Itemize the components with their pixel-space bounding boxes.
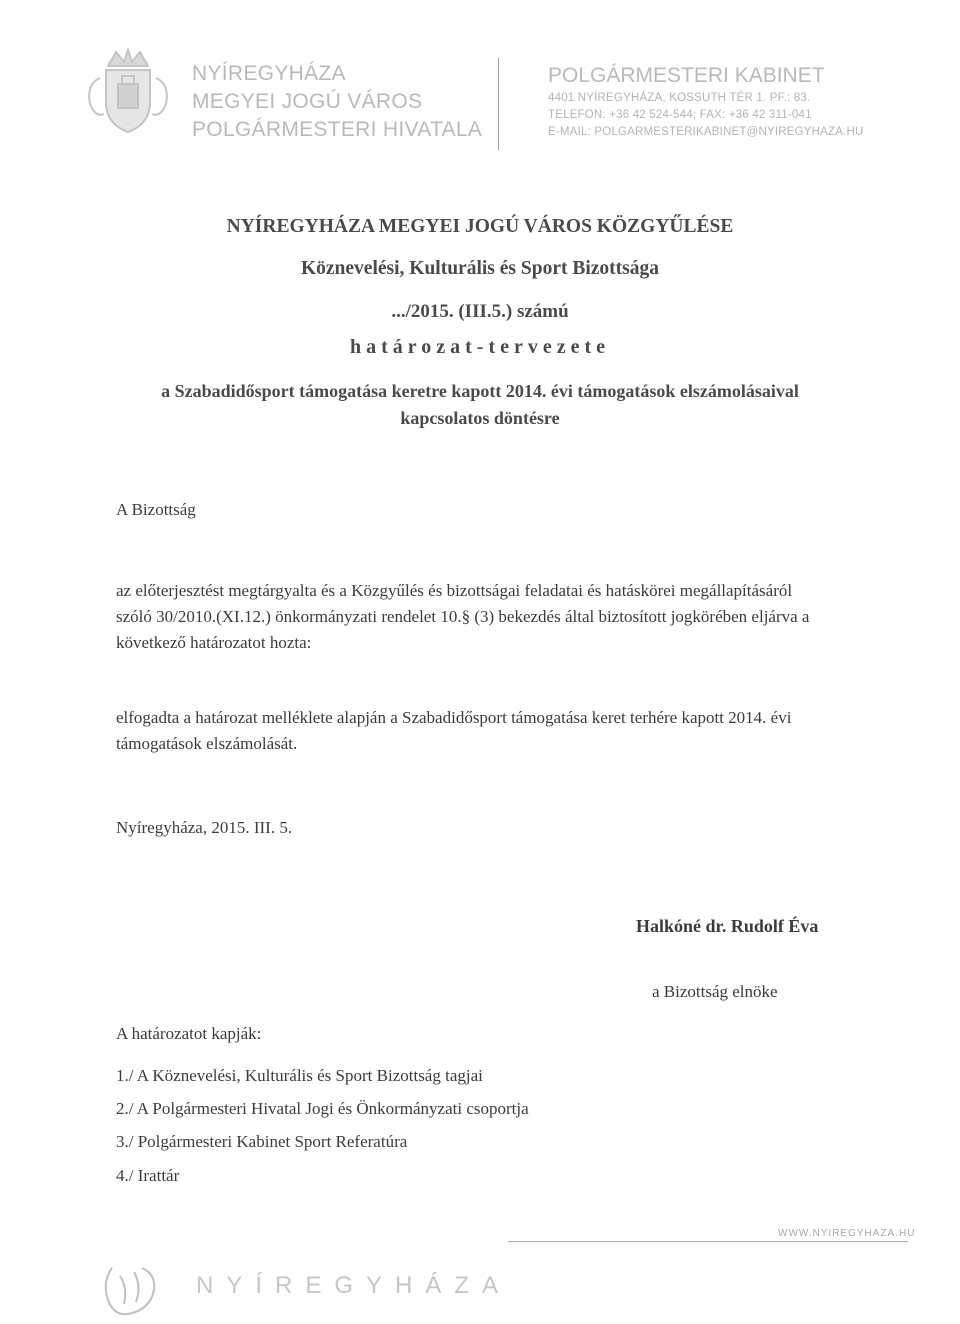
paragraph-decision-basis <box>116 578 896 656</box>
topic-line-2: kapcsolatos döntésre <box>400 408 560 428</box>
resolution-topic <box>0 378 960 432</box>
footer-divider <box>508 1241 908 1242</box>
paragraph-decision <box>116 705 896 757</box>
cabinet-phone: TELEFON: +36 42 524-544; FAX: +36 42 311-041 <box>548 109 812 121</box>
footer-website: WWW.NYIREGYHAZA.HU <box>778 1228 916 1239</box>
city-logo-icon <box>98 1260 164 1320</box>
paragraph2-line-1: elfogadta a határozat melléklete alapján a Szabadidősport támogatása keret terhére kapott 2014. évi <box>116 708 792 727</box>
recipient-item: 3./ Polgármesteri Kabinet Sport Referatúra <box>116 1132 408 1151</box>
cabinet-address: 4401 NYÍREGYHÁZA, KOSSUTH TÉR 1. PF.: 83. <box>548 92 811 104</box>
paragraph2-line-2: támogatások elszámolását. <box>116 734 298 753</box>
org-name-line-1: NYÍREGYHÁZA <box>192 62 346 85</box>
city-coat-of-arms-icon <box>78 44 178 140</box>
paragraph1-line-1: az előterjesztést megtárgyalta és a Közgyűlés és bizottságai feladatai és hatáskörei megállapításáról <box>116 581 793 600</box>
recipient-item: 1./ A Köznevelési, Kulturális és Sport Bizottság tagjai <box>116 1066 483 1085</box>
org-name-line-3: POLGÁRMESTERI HIVATALA <box>192 118 483 141</box>
org-name-line-2: MEGYEI JOGÚ VÁROS <box>192 90 423 113</box>
committee-heading: Köznevelési, Kulturális és Sport Bizottsága <box>300 258 660 279</box>
subject-label: A Bizottság <box>116 500 196 519</box>
assembly-heading: NYÍREGYHÁZA MEGYEI JOGÚ VÁROS KÖZGYŰLÉSE <box>226 216 734 237</box>
document-type: határozat-tervezete <box>349 336 611 358</box>
recipient-item: 4./ Irattár <box>116 1166 180 1185</box>
place-date: Nyíregyháza, 2015. III. 5. <box>116 818 293 837</box>
signatory-role: a Bizottság elnöke <box>652 982 778 1001</box>
cabinet-title: POLGÁRMESTERI KABINET <box>548 64 825 87</box>
paragraph1-line-3: következő határozatot hozta: <box>116 633 312 652</box>
resolution-number: .../2015. (III.5.) számú <box>391 301 569 322</box>
letterhead-divider <box>498 58 499 150</box>
paragraph1-line-2: szóló 30/2010.(XI.12.) önkormányzati rendelet 10.§ (3) bekezdés által biztosított jogkörében eljárva a <box>116 607 810 626</box>
footer-city-name: NYÍREGYHÁZA <box>196 1272 512 1299</box>
recipients-title: A határozatot kapják: <box>116 1024 262 1043</box>
topic-line-1: a Szabadidősport támogatása keretre kapott 2014. évi támogatások elszámolásaival <box>161 381 799 401</box>
recipient-item: 2./ A Polgármesteri Hivatal Jogi és Önkormányzati csoportja <box>116 1099 529 1118</box>
cabinet-email: E-MAIL: POLGARMESTERIKABINET@NYIREGYHAZA.HU <box>548 126 864 138</box>
signatory-name: Halkóné dr. Rudolf Éva <box>636 916 819 936</box>
